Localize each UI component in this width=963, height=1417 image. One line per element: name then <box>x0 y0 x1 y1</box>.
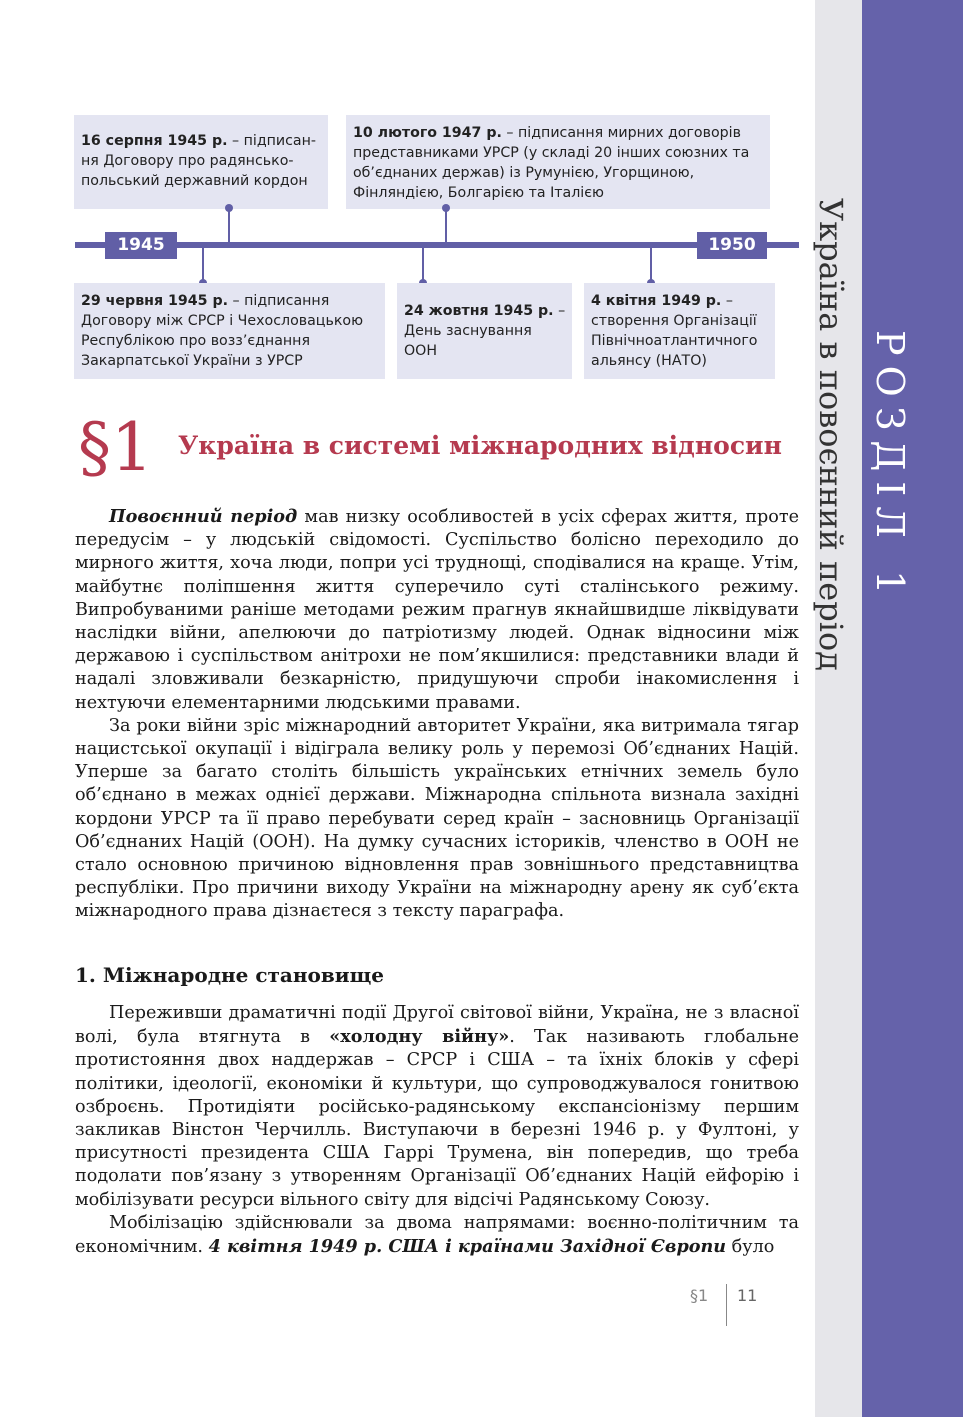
text: було <box>726 1237 775 1258</box>
event-text: – <box>553 303 566 319</box>
event-text: Договору між СРСР і Чехословацькою <box>81 313 364 329</box>
event-text: Закарпатської України з УРСР <box>81 353 303 369</box>
event-text: об’єднаних держав) із Румунією, Угорщиною, <box>353 165 695 181</box>
timeline-event-5 <box>584 283 775 379</box>
event-text: альянсу (НАТО) <box>591 353 707 369</box>
event-text: – підписання <box>228 293 330 309</box>
subsection-title: 1. Міжнародне становище <box>75 963 384 987</box>
emphasis: 4 квітня 1949 р. США і країнами Західної Європи <box>208 1236 727 1258</box>
section-text <box>75 1002 799 1259</box>
term: «холодну війну» <box>329 1026 510 1048</box>
event-text: Північноатлантичного <box>591 333 758 349</box>
event-date: 29 червня 1945 р. <box>81 293 229 309</box>
event-text: ООН <box>404 343 438 359</box>
timeline-event-1 <box>74 115 328 209</box>
timeline-axis <box>75 242 799 248</box>
timeline-dot <box>442 204 450 212</box>
term: Повоєнний період <box>109 506 298 527</box>
timeline-stem <box>202 247 204 283</box>
event-text: – <box>721 293 733 309</box>
event-text: День заснування <box>404 323 532 339</box>
section-name: Україна в повоєнний період <box>812 198 850 671</box>
event-date: 24 жовтня 1945 р. <box>404 303 554 319</box>
timeline-dot <box>225 204 233 212</box>
event-text: представниками УРСР (у складі 20 інших союзних та <box>353 145 750 161</box>
section-paragraph-2 <box>75 1212 799 1259</box>
intro-text <box>75 505 799 924</box>
intro-paragraph-2: За роки війни зріс міжнародний авторитет України, яка витримала тягар нацистської окупації і відіграла велику роль у перемозі Об’єднаних Націй. Уперше за багато століть більшість українських етнічних земель було об’єднано в межах однієї держави. Міжнародна спільнота визнала західні кордони УРСР та її право перебувати серед країн – засновниць Організації Об’єднаних Націй (ООН). На думку сучасних істориків, членство в ООН не стало основною причиною відновлення прав зовнішнього представництва республіки. Про причини виходу України на міжнародну арену як суб’єкта міжнародного права дізнаєтеся з тексту параграфа. <box>75 715 799 922</box>
text: Мобілізацію здійснювали за двома напрямами: воєнно-політичним та економічним. <box>75 1212 799 1258</box>
event-text: – підписан- <box>227 133 317 149</box>
page-number: 11 <box>737 1286 758 1305</box>
timeline-event-3 <box>74 283 385 379</box>
timeline-stem <box>422 247 424 283</box>
event-date: 10 лютого 1947 р. <box>353 125 502 141</box>
timeline-end-year: 1950 <box>697 232 767 259</box>
footer-section: §1 <box>690 1286 709 1305</box>
event-text: польський державний кордон <box>81 173 308 189</box>
timeline-start-year: 1945 <box>105 232 177 259</box>
section-label: РОЗДІЛ 1 <box>868 330 912 605</box>
timeline-stem <box>228 208 230 244</box>
event-text: створення Організації <box>591 313 757 329</box>
timeline-event-4 <box>397 283 572 379</box>
paragraph-title: Україна в системі міжнародних відносин <box>178 431 782 460</box>
event-text: ня Договору про радянсько- <box>81 153 294 169</box>
event-text: Фінляндією, Болгарією та Італією <box>353 185 604 201</box>
event-text: – підписання мирних договорів <box>501 125 741 141</box>
side-band-dark <box>862 0 963 1417</box>
footer-divider <box>726 1284 727 1326</box>
timeline-stem <box>445 208 447 244</box>
event-date: 4 квітня 1949 р. <box>591 293 722 309</box>
intro-paragraph-1 <box>75 505 799 715</box>
timeline-event-2 <box>346 115 770 209</box>
text: Переживши драматичні події Другої світової війни, Україна, не з власної волі, була втягнута в <box>75 1003 799 1048</box>
event-text: Республікою про возз’єднання <box>81 333 310 349</box>
event-date: 16 серпня 1945 р. <box>81 133 228 149</box>
text: . Так називають глобальне протистояння двох наддержав – СРСР і США – та їхніх блоків у сфері політики, ідеології, економіки й культури, що супроводжувалося гонитвою озброєнь. Протидіяти російсько-радянському експансіонізму першим закликав Вінстон Черчилль. Виступаючи в березні 1946 р. у Фултоні, у присутності президента США Гаррі Трумена, він попередив, що треба подолати пов’язану з утворенням Організації Об’єднаних Націй ейфорію і мобілізувати ресурси вільного світу для відсічі Радянському Союзу. <box>75 1027 799 1210</box>
text: мав низку особливостей в усіх сферах життя, проте передусім – у людській свідомості. Суспільство болісно переходило до мирного життя, хоча люди, попри усі труднощі, сподівалися на краще. Утім, майбутнє поліпшення життя суперечило суті сталінського режиму. Випробуваними раніше методами режим прагнув якнайшвидше ліквідувати наслідки війни, апелюючи до патріотизму людей. Однак відносини між державою і суспільством анітрохи не пом’якшилися: представники влади й надалі зловживали безкарністю, придушуючи спроби інакомислення і нехтуючи елементарними людськими правами. <box>75 507 799 713</box>
paragraph-number: §1 <box>78 409 153 486</box>
section-paragraph-1 <box>75 1002 799 1212</box>
timeline-stem <box>650 247 652 283</box>
